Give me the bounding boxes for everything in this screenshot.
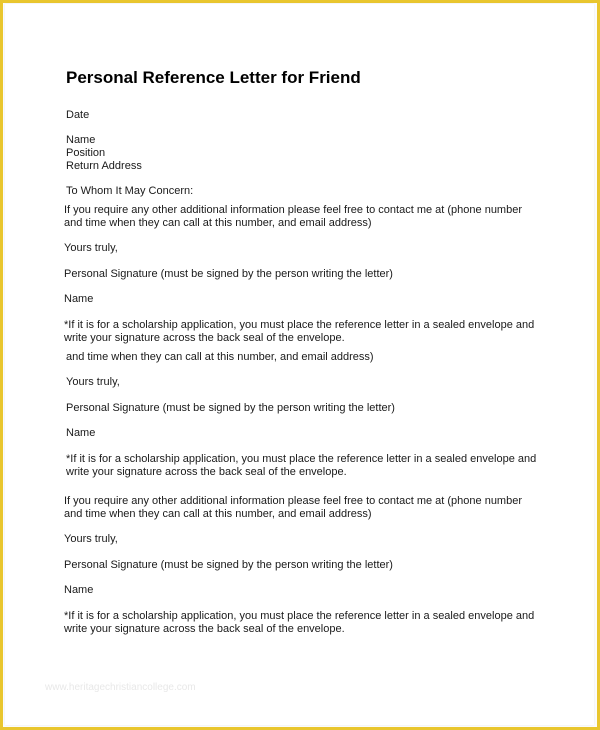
closing: Yours truly, <box>64 533 118 545</box>
note-line-2: write your signature across the back seal of the envelope. <box>66 466 347 478</box>
info-line-2: and time when they can call at this number, and email address) <box>66 351 374 363</box>
note-line-1: *If it is for a scholarship application, you must place the reference letter in a sealed envelope and <box>66 453 537 465</box>
note-line-1: *If it is for a scholarship application, you must place the reference letter in a sealed envelope and <box>64 319 535 331</box>
letter-title: Personal Reference Letter for Friend <box>66 68 361 87</box>
return-address-line: Return Address <box>66 160 142 172</box>
name-label: Name <box>66 427 96 439</box>
name-line: Name <box>66 134 96 146</box>
note-line-2: write your signature across the back seal of the envelope. <box>64 623 345 635</box>
position-line: Position <box>66 147 106 159</box>
info-line-1: If you require any other additional information please feel free to contact me at (phone number <box>64 495 522 507</box>
signature-line: Personal Signature (must be signed by the person writing the letter) <box>64 268 393 280</box>
date-line: Date <box>66 109 90 121</box>
info-line-2: and time when they can call at this number, and email address) <box>64 217 372 229</box>
signature-line: Personal Signature (must be signed by the person writing the letter) <box>64 559 393 571</box>
greeting: To Whom It May Concern: <box>66 185 194 197</box>
note-line-1: *If it is for a scholarship application, you must place the reference letter in a sealed envelope and <box>64 610 535 622</box>
signature-line: Personal Signature (must be signed by the person writing the letter) <box>66 402 395 414</box>
name-label: Name <box>64 293 94 305</box>
watermark: www.heritagechristiancollege.com <box>45 682 196 693</box>
info-line-1: If you require any other additional information please feel free to contact me at (phone number <box>64 204 522 216</box>
name-label: Name <box>64 584 94 596</box>
closing: Yours truly, <box>66 376 120 388</box>
closing: Yours truly, <box>64 242 118 254</box>
note-line-2: write your signature across the back seal of the envelope. <box>64 332 345 344</box>
document-page <box>5 4 594 725</box>
info-line-2: and time when they can call at this number, and email address) <box>64 508 372 520</box>
